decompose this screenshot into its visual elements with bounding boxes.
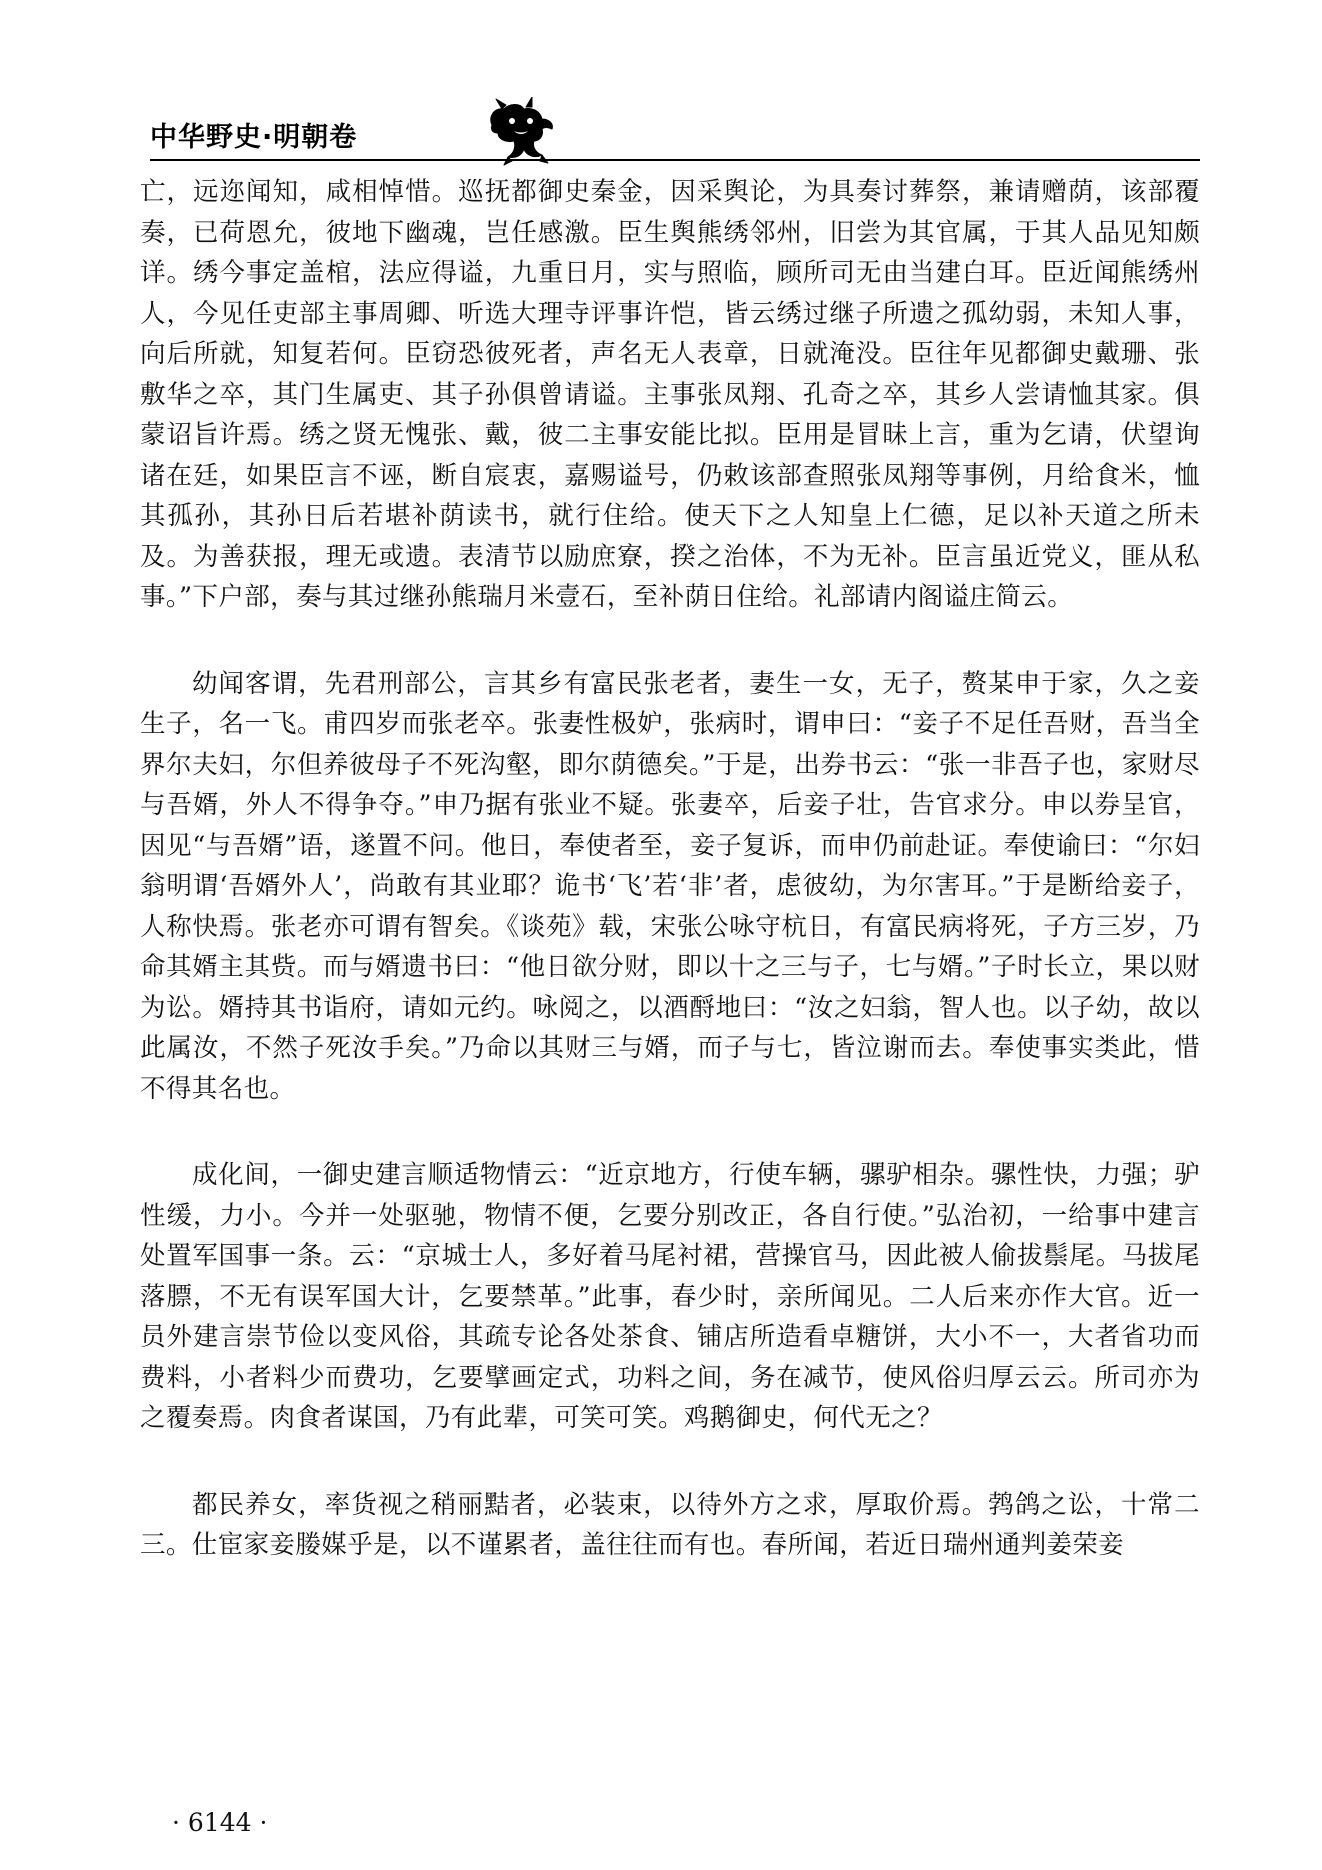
paragraph-spacer xyxy=(140,618,1200,664)
paragraph-1: 亡，远迩闻知，咸相悼惜。巡抚都御史秦金，因采舆论，为具奏讨葬祭，兼请赠荫，该部覆奏，已荷恩允，彼地下幽魂，岂任感激。臣生舆熊绣邻州，旧尝为其官属，于其人品见知颇详。绣今事定盖棺，法应得谥，九重日月，实与照临，顾所司无由当建白耳。臣近闻熊绣州人，今见任吏部主事周卿、听选大理寺评事许恺，皆云绣过继子所遗之孤幼弱，未知人事，向后所就，知复若何。臣窃恐彼死者，声名无人表章，日就淹没。臣往年见都御史戴珊、张敷华之卒，其门生属吏、其子孙俱曾请谥。主事张凤翔、孔奇之卒，其乡人尝请恤其家。俱蒙诏旨许焉。绣之贤无愧张、戴，彼二主事安能比拟。臣用是冒昧上言，重为乞请，伏望询诸在廷，如果臣言不诬，断自宸衷，嘉赐谥号，仍敕该部查照张凤翔等事例，月给食米，恤其孤孙，其孙日后若堪补荫读书，就行住给。使天下之人知皇上仁德，足以补天道之所未及。为善获报，理无或遗。表清节以励庶寮，揆之治体，不为无补。臣言虽近党义，匪从私事。”下户部，奏与其过继孙熊瑞月米壹石，至补荫日住给。礼部请内阁谥庄简云。 xyxy=(140,177,1200,612)
dragon-emblem-icon xyxy=(482,97,560,167)
running-header xyxy=(130,105,1190,165)
page-body xyxy=(140,172,1200,1566)
paragraph-4: 都民养女，率货视之稍丽黠者，必装束，以待外方之求，厚取价焉。鹁鸽之讼，十常二三。仕宦家妾媵媒乎是，以不谨累者，盖往往而有也。春所闻，若近日瑞州通判姜荣妾 xyxy=(140,1489,1200,1560)
book-title: 中华野史·明朝卷 xyxy=(150,122,358,153)
paragraph-2: 幼闻客谓，先君刑部公，言其乡有富民张老者，妻生一女，无子，赘某申于家，久之妾生子，名一飞。甫四岁而张老卒。张妻性极妒，张病时，谓申曰：“妾子不足任吾财，吾当全界尔夫妇，尔但养彼母子不死沟壑，即尔荫德矣。”于是，出券书云：“张一非吾子也，家财尽与吾婿，外人不得争夺。”申乃据有张业不疑。张妻卒，后妾子壮，告官求分。申以券呈官，因见“与吾婿”语，遂置不问。他日，奉使者至，妾子复诉，而申仍前赴证。奉使谕曰：“尔妇翁明谓‘吾婿外人’，尚敢有其业耶？诡书‘飞’若‘非’者，虑彼幼，为尔害耳。”于是断给妾子，人称快焉。张老亦可谓有智矣。《谈苑》载，宋张公咏守杭日，有富民病将死，子方三岁，乃命其婿主其赀。而与婿遗书曰：“他日欲分财，即以十之三与子，七与婿。”子时长立，果以财为讼。婿持其书诣府，请如元约。咏阅之，以酒酹地曰：“汝之妇翁，智人也。以子幼，故以此属汝，不然子死汝手矣。”乃命以其财三与婿，而子与七，皆泣谢而去。奉使事实类此，惜不得其名也。 xyxy=(140,668,1200,1104)
paragraph-3: 成化间，一御史建言顺适物情云：“近京地方，行使车辆，骡驴相杂。骡性快，力强；驴性缓，力小。今并一处驱驰，物情不便，乞要分别改正，各自行使。”弘治初，一给事中建言处置军国事一条。云：“京城士人，多好着马尾衬裙，营操官马，因此被人偷拔鬃尾。马拔尾落膘，不无有误军国大计，乞要禁革。”此事，春少时，亲所闻见。二人后来亦作大官。近一员外建言崇节俭以变风俗，其疏专论各处茶食、铺店所造看卓糖饼，大小不一，大者省功而费料，小者料少而费功，乞要擘画定式，功料之间，务在减节，使风俗归厚云云。所司亦为之覆奏焉。肉食者谋国，乃有此辈，可笑可笑。鸡鹅御史，何代无之？ xyxy=(140,1160,1200,1433)
header-rule xyxy=(150,159,1200,161)
paragraph-spacer xyxy=(140,1109,1200,1155)
page-number: · 6144 · xyxy=(172,1808,268,1837)
paragraph-spacer xyxy=(140,1439,1200,1485)
